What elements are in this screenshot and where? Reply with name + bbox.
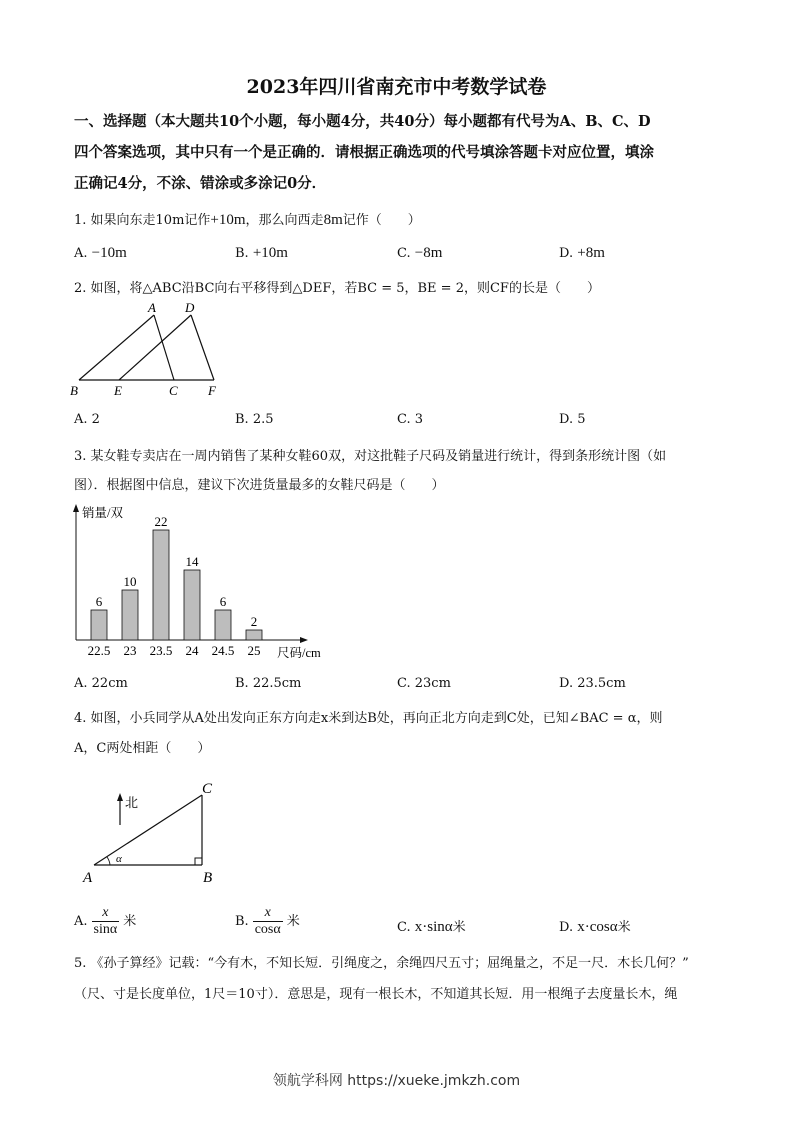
q4-option-d[interactable] — [559, 916, 631, 936]
q2-option-b[interactable]: B. 2.5 — [235, 412, 274, 427]
q4-option-d-label: D. — [559, 920, 574, 935]
segment-ed — [119, 315, 191, 380]
question-1-text-a: 1. 如果向东走10m记作 — [74, 213, 211, 228]
section-heading-line3: 正确记4分，不涂、错涂或多涂记0分． — [74, 175, 327, 192]
question-5-line2: （尺、寸是长度单位，1尺＝10寸）．意思是，现有一根长木，不知道其长短．用一根绳子去度量长木，绳 — [74, 987, 678, 1002]
q4-option-c[interactable] — [397, 916, 466, 936]
page-title: 2023年四川省南充市中考数学试卷 — [246, 76, 547, 98]
question-3-line1: 3. 某女鞋专卖店在一周内销售了某种女鞋60双，对这批鞋子尺码及销量进行统计，得到条形统计图（如 — [74, 449, 667, 464]
question-2: 2. 如图，将△ABC沿BC向右平移得到△DEF，若BC = 5，BE = 2，则CF的长是（ ） — [74, 281, 600, 296]
q4-option-d-unit: 米 — [617, 920, 631, 935]
q1-option-d-label: D. — [559, 246, 574, 261]
q1-option-d[interactable] — [559, 245, 605, 262]
section-heading-line2: 四个答案选项，其中只有一个是正确的．请根据正确选项的代号填涂答题卡对应位置，填涂 — [74, 144, 654, 161]
fraction-denominator: sinα — [93, 922, 118, 937]
q4-option-b[interactable] — [235, 905, 300, 938]
q4-option-d-expr: x·cosα — [577, 919, 618, 935]
north-arrow-icon — [117, 793, 123, 801]
segment-ac — [94, 795, 202, 865]
triangle-translation-figure — [64, 298, 234, 400]
question-1-math-b: 8m — [323, 212, 343, 228]
q1-option-c-label: C. — [397, 246, 411, 261]
question-5-line1: 5. 《孙子算经》记载：“今有木，不知长短．引绳度之，余绳四尺五寸；屈绳量之，不足一尺．木长几何？” — [74, 956, 689, 971]
q1-option-b-value: +10m — [252, 245, 288, 261]
q1-option-b[interactable] — [235, 245, 288, 262]
label-c: C — [169, 383, 178, 398]
bar-23 — [122, 590, 138, 640]
q1-option-b-label: B. — [235, 246, 249, 261]
segment-ac — [154, 315, 174, 380]
q3-option-b[interactable]: B. 22.5cm — [235, 676, 302, 691]
q4-option-c-expr: x·sinα — [414, 919, 453, 935]
bar-22.5 — [91, 610, 107, 640]
question-4-line1: 4. 如图，小兵同学从A处出发向正东方向走x米到达B处，再向正北方向走到C处，已知∠BAC = α，则 — [74, 711, 663, 726]
q1-option-c[interactable] — [397, 245, 442, 262]
x-tick-label: 23.5 — [149, 643, 173, 658]
bar-value-label: 2 — [250, 614, 258, 629]
q1-option-a-value: −10m — [91, 245, 127, 261]
q1-option-a-label: A. — [74, 246, 88, 261]
alpha-label: α — [116, 853, 122, 865]
q2-option-a[interactable]: A. 2 — [74, 412, 100, 427]
q4-option-a-label: A. — [74, 914, 88, 929]
x-tick-label: 23 — [123, 643, 137, 658]
segment-ba — [79, 315, 154, 380]
label-a: A — [148, 300, 156, 315]
q4-option-b-unit: 米 — [286, 914, 300, 929]
fraction-numerator: x — [253, 905, 283, 922]
q3-option-a[interactable]: A. 22cm — [74, 676, 128, 691]
question-3-line2: 图）．根据图中信息，建议下次进货量最多的女鞋尺码是（ ） — [74, 478, 445, 493]
label-b: B — [70, 383, 78, 398]
q4-option-a-fraction — [92, 905, 120, 938]
bar-value-label: 6 — [219, 594, 227, 609]
bar-25 — [246, 630, 262, 640]
shoe-size-bar-chart — [64, 500, 344, 665]
question-4-line2: A，C两处相距（ ） — [74, 741, 211, 756]
q3-option-c[interactable]: C. 23cm — [397, 676, 451, 691]
north-label: 北 — [125, 795, 139, 810]
question-1 — [74, 209, 421, 229]
x-tick-label: 25 — [247, 643, 261, 658]
q1-option-a[interactable] — [74, 245, 127, 262]
label-e: E — [114, 383, 122, 398]
right-angle-mark — [195, 858, 202, 865]
q2-option-c[interactable]: C. 3 — [397, 412, 424, 427]
bar-group — [88, 514, 262, 658]
bar-23.5 — [153, 530, 169, 640]
bar-24 — [184, 570, 200, 640]
bar-value-label: 10 — [123, 574, 137, 589]
q1-option-c-value: −8m — [414, 245, 443, 261]
question-1-math-a: +10m — [210, 212, 246, 228]
x-tick-label: 24 — [185, 643, 199, 658]
y-axis-label: 销量/双 — [82, 506, 123, 520]
q4-option-a[interactable] — [74, 905, 136, 938]
label-c: C — [202, 781, 213, 797]
y-axis-arrow — [73, 504, 79, 512]
q1-option-d-value: +8m — [577, 245, 605, 261]
x-tick-label: 24.5 — [211, 643, 235, 658]
footer-watermark: 领航学科网 https://xueke.jmkzh.com — [272, 1073, 521, 1089]
q4-option-c-unit: 米 — [452, 920, 466, 935]
q4-option-b-fraction — [253, 905, 283, 938]
fraction-numerator: x — [92, 905, 120, 922]
label-b: B — [203, 870, 213, 886]
label-d: D — [185, 300, 195, 315]
label-a: A — [83, 870, 93, 886]
bar-24.5 — [215, 610, 231, 640]
q4-option-a-unit: 米 — [123, 914, 137, 929]
q2-option-d[interactable]: D. 5 — [559, 412, 586, 427]
right-triangle-figure — [80, 775, 230, 890]
x-tick-label: 22.5 — [87, 643, 111, 658]
q3-option-d[interactable]: D. 23.5cm — [559, 676, 626, 691]
segment-df — [191, 315, 214, 380]
x-axis-arrow — [300, 637, 308, 643]
x-axis-label: 尺码/cm — [277, 646, 321, 660]
label-f: F — [208, 383, 216, 398]
angle-arc — [107, 857, 110, 865]
question-1-text-c: 记作（ ） — [342, 213, 421, 228]
bar-value-label: 6 — [95, 594, 103, 609]
bar-value-label: 14 — [185, 554, 199, 569]
fraction-denominator: cosα — [254, 922, 281, 937]
question-1-text-b: ，那么向西走 — [245, 213, 324, 228]
q4-option-c-label: C. — [397, 920, 411, 935]
section-heading-line1: 一、选择题（本大题共10个小题，每小题4分，共40分）每小题都有代号为A、B、C、D — [74, 113, 651, 130]
bar-value-label: 22 — [154, 514, 168, 529]
q4-option-b-label: B. — [235, 914, 249, 929]
